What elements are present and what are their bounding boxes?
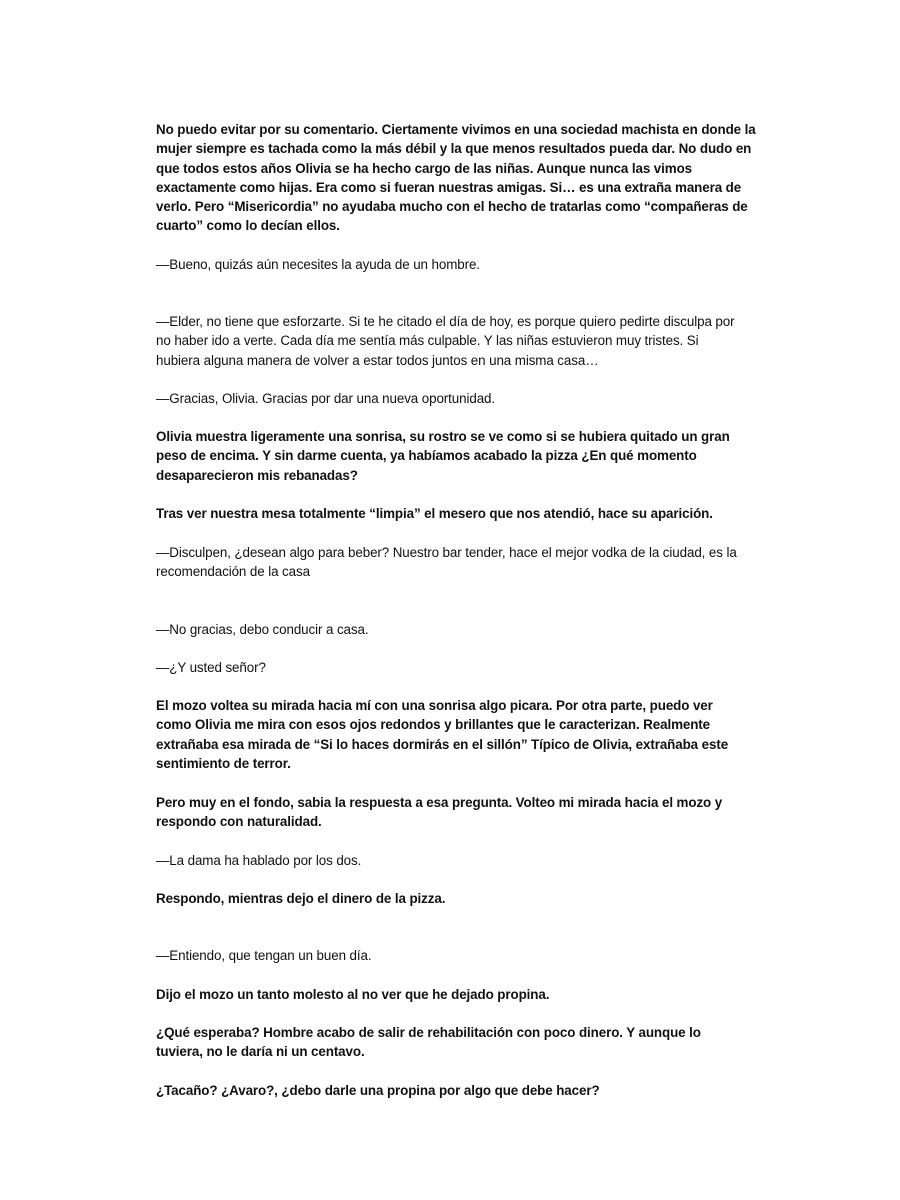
- paragraph-dialogue-6: —¿Y usted señor?: [156, 660, 266, 675]
- paragraph-narration-9: ¿Tacaño? ¿Avaro?, ¿debo darle una propina por algo que debe hacer?: [156, 1083, 600, 1098]
- paragraph-narration-6: Respondo, mientras dejo el dinero de la pizza.: [156, 891, 446, 906]
- paragraph-narration-7: Dijo el mozo un tanto molesto al no ver que he dejado propina.: [156, 987, 550, 1002]
- paragraph-dialogue-1: —Bueno, quizás aún necesites la ayuda de un hombre.: [156, 257, 480, 272]
- paragraph-dialogue-5: —No gracias, debo conducir a casa.: [156, 622, 369, 637]
- paragraph-dialogue-3: —Gracias, Olivia. Gracias por dar una nueva oportunidad.: [156, 391, 496, 406]
- paragraph-dialogue-2: —Elder, no tiene que esforzarte. Si te he citado el día de hoy, es porque quiero pedirte disculpa por no haber ido a verte. Cada día me sentía más culpable. Y las niñas estuvieron muy tristes. Si hubiera alguna manera de volver a estar todos juntos en una misma casa…: [156, 314, 735, 368]
- paragraph-narration-3: Tras ver nuestra mesa totalmente “limpia” el mesero que nos atendió, hace su aparición.: [156, 506, 713, 521]
- paragraph-narration-2: Olivia muestra ligeramente una sonrisa, su rostro se ve como si se hubiera quitado un gran peso de encima. Y sin darme cuenta, ya habíamos acabado la pizza ¿En qué momento desaparecieron mis rebanadas?: [156, 429, 730, 483]
- paragraph-narration-8: ¿Qué esperaba? Hombre acabo de salir de rehabilitación con poco dinero. Y aunque lo tuviera, no le daría ni un centavo.: [156, 1025, 701, 1060]
- paragraph-narration-1: No puedo evitar por su comentario. Ciertamente vivimos en una sociedad machista en donde la mujer siempre es tachada como la más débil y la que menos resultados pueda dar. No dudo en que todos estos años Olivia se ha hecho cargo de las niñas. Aunque nunca las vimos exactamente como hijas. Era como si fueran nuestras amigas. Si… es una extraña manera de verlo. Pero “Misericordia” no ayudaba mucho con el hecho de tratarlas como “compañeras de cuarto” como lo decían ellos.: [156, 122, 756, 234]
- paragraph-dialogue-4: —Disculpen, ¿desean algo para beber? Nuestro bar tender, hace el mejor vodka de la ciudad, es la recomendación de la casa: [156, 545, 737, 580]
- paragraph-dialogue-7: —La dama ha hablado por los dos.: [156, 853, 362, 868]
- paragraph-narration-5: Pero muy en el fondo, sabia la respuesta a esa pregunta. Volteo mi mirada hacia el mozo y respondo con naturalidad.: [156, 795, 723, 830]
- paragraph-dialogue-8: —Entiendo, que tengan un buen día.: [156, 948, 372, 963]
- paragraph-narration-4: El mozo voltea su mirada hacia mí con una sonrisa algo picara. Por otra parte, puedo ver como Olivia me mira con esos ojos redondos y brillantes que le caracterizan. Realmente extrañaba esa mirada de “Si lo haces dormirás en el sillón” Típico de Olivia, extrañaba este sentimiento de terror.: [156, 698, 729, 771]
